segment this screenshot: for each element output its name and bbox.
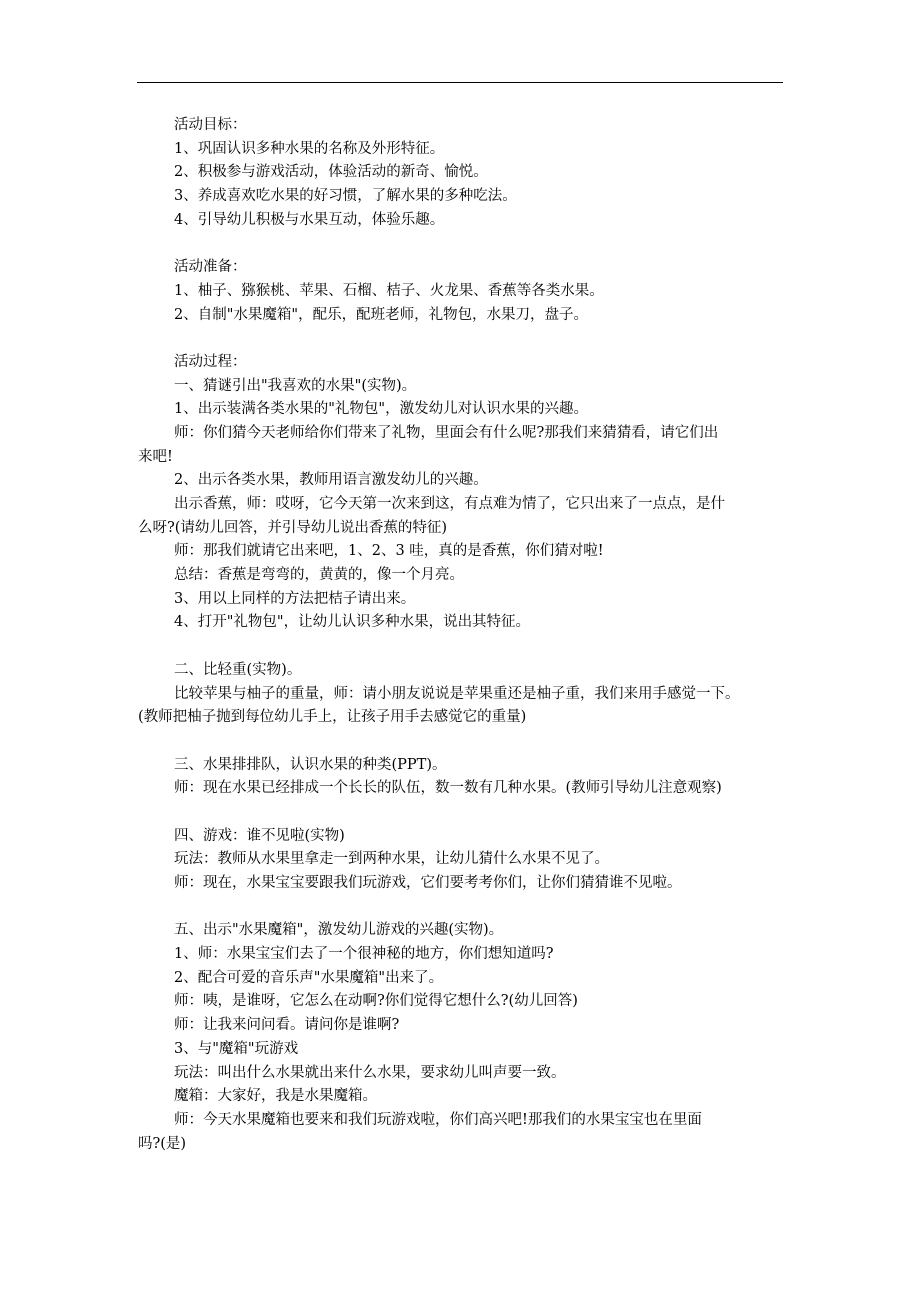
text-line: 2、积极参与游戏活动，体验活动的新奇、愉悦。 [174,164,488,181]
text-line: 来吧! [138,448,173,465]
text-line: 玩法：教师从水果里拿走一到两种水果，让幼儿猜什么水果不见了。 [174,851,609,868]
header-rule [137,82,783,83]
text-line: 师：咦，是谁呀，它怎么在动啊?你们觉得它想什么?(幼儿回答) [174,993,578,1010]
text-line: 2、配合可爱的音乐声"水果魔箱"出来了。 [174,969,444,986]
text-line: 比较苹果与柚子的重量，师：请小朋友说说是苹果重还是柚子重，我们来用手感觉一下。 [174,685,740,702]
paragraph-gap [138,635,784,659]
text-line: 三、水果排排队，认识水果的种类(PPT)。 [174,756,447,773]
paragraph-gap [138,896,784,920]
paragraph-gap [138,232,784,256]
text-line: 师：现在水果已经排成一个长长的队伍，数一数有几种水果。(教师引导幼儿注意观察) [174,780,722,797]
text-line: 出示香蕉，师：哎呀，它今天第一次来到这，有点难为情了，它只出来了一点点，是什 [174,496,725,512]
text-line: 魔箱：大家好，我是水果魔箱。 [174,1088,377,1105]
text-line: 1、出示装满各类水果的"礼物包"，激发幼儿对认识水果的兴趣。 [174,401,589,418]
text-line: 么呀?(请幼儿回答，并引导幼儿说出香蕉的特征) [138,519,448,536]
paragraph-gap [138,730,784,754]
text-line: 3、养成喜欢吃水果的好习惯，了解水果的多种吃法。 [174,188,517,205]
text-line: 活动准备： [174,259,247,276]
text-line: (教师把柚子抛到每位幼儿手上，让孩子用手去感觉它的重量) [138,709,527,726]
text-line: 吗?(是) [138,1135,187,1152]
text-line: 师：现在，水果宝宝要跟我们玩游戏，它们要考考你们，让你们猜猜谁不见啦。 [174,875,682,891]
text-line: 活动目标： [174,117,247,133]
text-line: 3、用以上同样的方法把桔子请出来。 [174,590,416,607]
text-line: 2、自制"水果魔箱"，配乐，配班老师，礼物包，水果刀，盘子。 [174,306,589,323]
text-line: 3、与"魔箱"玩游戏 [174,1040,299,1057]
text-line: 4、打开"礼物包"，让幼儿认识多种水果，说出其特征。 [174,614,531,631]
text-line: 玩法：叫出什么水果就出来什么水果，要求幼儿叫声要一致。 [174,1064,566,1081]
text-line: 1、巩固认识多种水果的名称及外形特征。 [174,140,445,157]
text-line: 总结：香蕉是弯弯的，黄黄的，像一个月亮。 [174,567,464,584]
text-line: 师：你们猜今天老师给你们带来了礼物，里面会有什么呢?那我们来猜猜看，请它们出 [174,424,719,441]
text-line: 师：那我们就请它出来吧，1、2、3 哇，真的是香蕉，你们猜对啦! [174,543,604,560]
text-line: 四、游戏：谁不见啦(实物) [174,827,345,844]
text-line: 师：今天水果魔箱也要来和我们玩游戏啦，你们高兴吧!那我们的水果宝宝也在里面 [174,1111,702,1128]
text-line: 4、引导幼儿积极与水果互动，体验乐趣。 [174,211,445,228]
text-line: 2、出示各类水果，教师用语言激发幼儿的兴趣。 [174,472,488,489]
document-body [138,114,784,1156]
text-line: 活动过程： [174,353,247,370]
text-line: 五、出示"水果魔箱"，激发幼儿游戏的兴趣(实物)。 [174,922,504,939]
paragraph-gap [138,801,784,825]
text-line: 一、猜谜引出"我喜欢的水果"(实物)。 [174,377,417,394]
text-line: 1、柚子、猕猴桃、苹果、石榴、桔子、火龙果、香蕉等各类水果。 [174,282,604,299]
text-line: 二、比轻重(实物)。 [174,661,302,678]
text-line: 1、师：水果宝宝们去了一个很神秘的地方，你们想知道吗? [174,946,554,963]
text-line: 师：让我来问问看。请问你是谁啊? [174,1017,400,1034]
paragraph-gap [138,327,784,351]
